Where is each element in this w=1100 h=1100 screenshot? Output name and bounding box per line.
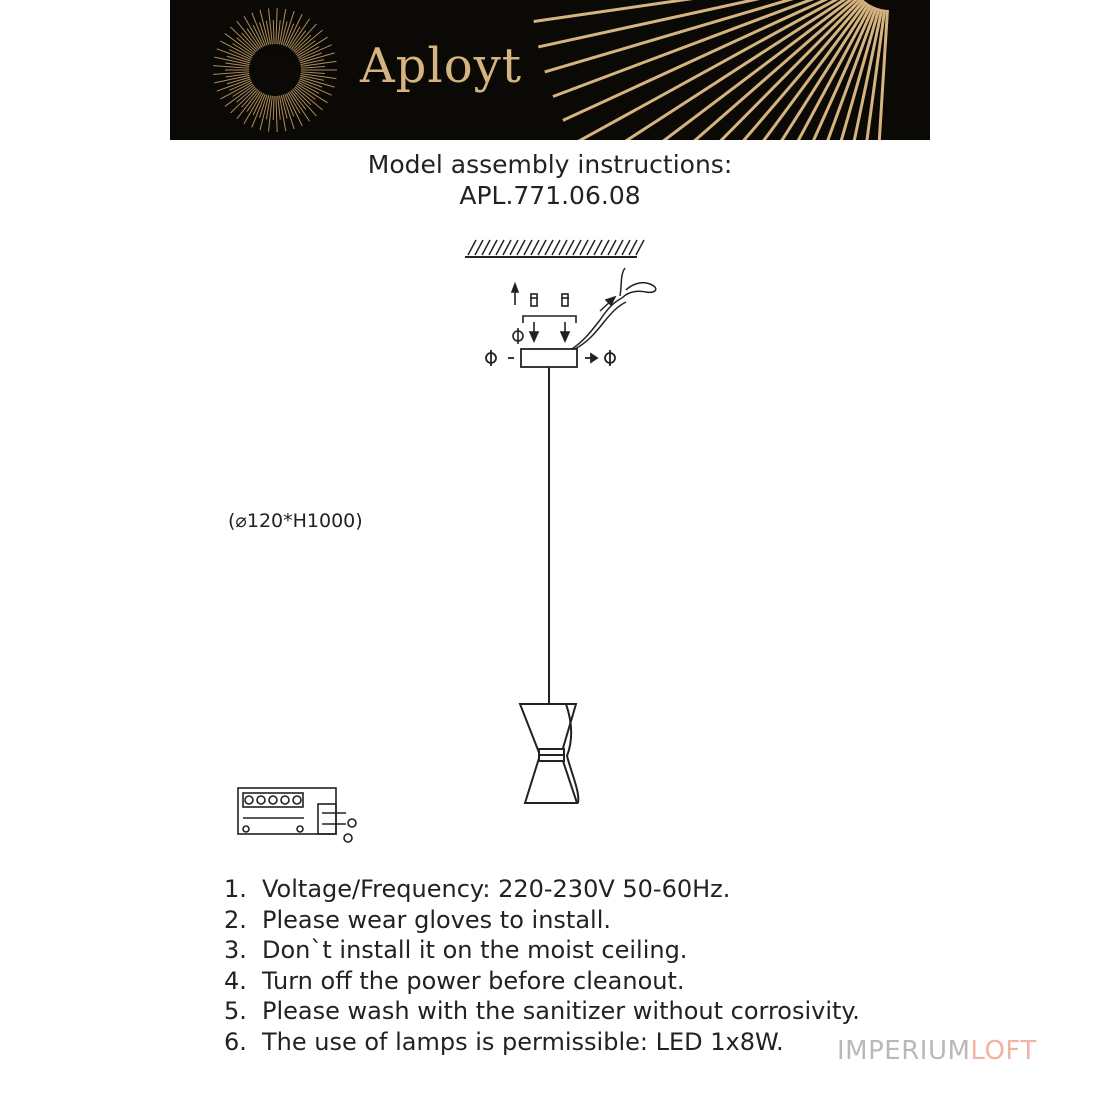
ceiling-canopy-icon — [486, 349, 615, 367]
watermark-part1: IMPERIUM — [837, 1036, 971, 1066]
item-text: Voltage/Frequency: 220-230V 50-60Hz. — [262, 875, 731, 903]
model-number: APL.771.06.08 — [459, 181, 641, 210]
item-text: Please wash with the sanitizer without corrosivity. — [262, 997, 860, 1025]
item-text: Please wear gloves to install. — [262, 905, 611, 934]
item-text: Don`t install it on the moist ceiling. — [262, 936, 688, 964]
item-number: 2. — [224, 905, 247, 934]
instruction-item — [224, 905, 860, 936]
instructions-list — [224, 874, 860, 1057]
mounting-bracket-icon — [512, 284, 576, 344]
instruction-item — [224, 996, 860, 1027]
terminal-block-icon — [238, 788, 356, 842]
ceiling-hatch-icon — [465, 240, 644, 257]
watermark — [837, 1036, 1037, 1066]
item-number: 1. — [224, 875, 247, 903]
item-number: 5. — [224, 997, 247, 1025]
item-number: 4. — [224, 966, 247, 995]
item-number: 3. — [224, 936, 247, 964]
brand-name: Aployt — [360, 38, 523, 94]
supply-wires-icon — [572, 268, 656, 349]
item-text: The use of lamps is permissible: LED 1x8W. — [262, 1027, 784, 1056]
instruction-item — [224, 935, 860, 966]
item-number: 6. — [224, 1027, 247, 1056]
instruction-item — [224, 966, 860, 997]
item-text: Turn off the power before cleanout. — [262, 966, 685, 995]
dimensions-label: (⌀120*H1000) — [228, 510, 363, 532]
pendant-lamp-icon — [520, 704, 578, 803]
instruction-item — [224, 874, 860, 905]
watermark-part2: LOFT — [970, 1036, 1037, 1066]
instruction-item — [224, 1027, 860, 1058]
document-title: Model assembly instructions: — [367, 150, 733, 179]
